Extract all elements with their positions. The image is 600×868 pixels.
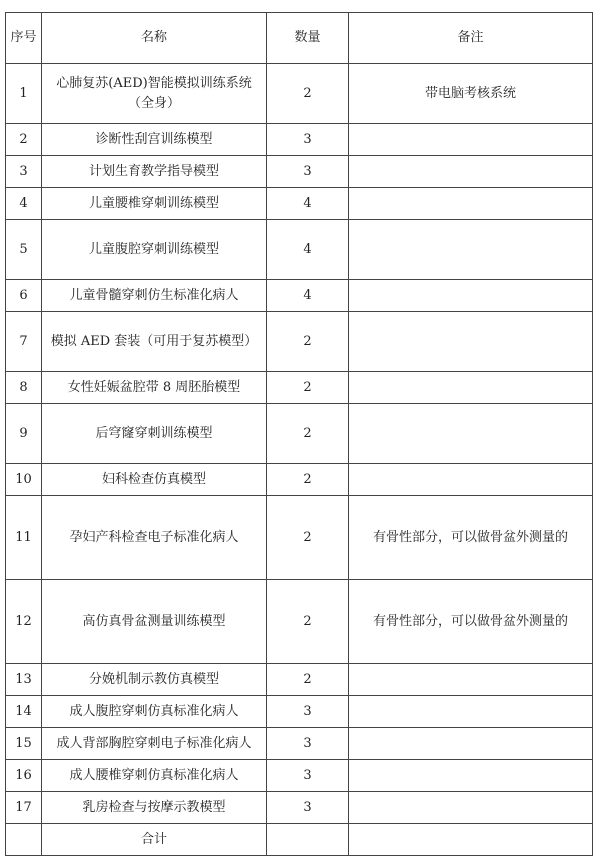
row-name: 成人腹腔穿刺仿真标准化病人 — [42, 696, 267, 728]
header-name: 名称 — [42, 13, 267, 64]
row-name: 心肺复苏(AED)智能模拟训练系统（全身） — [42, 64, 267, 124]
table-row — [6, 760, 593, 792]
row-name: 儿童骨髓穿刺仿生标准化病人 — [42, 280, 267, 312]
total-qty-cell — [267, 824, 349, 856]
row-note — [349, 728, 593, 760]
row-note — [349, 156, 593, 188]
table-row — [6, 64, 593, 124]
row-note: 带电脑考核系统 — [349, 64, 593, 124]
row-name: 诊断性刮宫训练模型 — [42, 124, 267, 156]
header-row — [6, 13, 593, 64]
row-qty: 2 — [267, 580, 349, 664]
header-seq: 序号 — [6, 13, 42, 64]
header-qty: 数量 — [267, 13, 349, 64]
equipment-table — [5, 12, 593, 856]
row-qty: 2 — [267, 312, 349, 372]
row-name: 儿童腹腔穿刺训练模型 — [42, 220, 267, 280]
row-seq: 10 — [6, 464, 42, 496]
table-row — [6, 188, 593, 220]
row-qty: 2 — [267, 496, 349, 580]
row-seq: 6 — [6, 280, 42, 312]
row-qty: 3 — [267, 156, 349, 188]
row-qty: 3 — [267, 792, 349, 824]
table-row — [6, 496, 593, 580]
row-qty: 4 — [267, 280, 349, 312]
row-note: 有骨性部分，可以做骨盆外测量的 — [349, 496, 593, 580]
row-note — [349, 124, 593, 156]
row-note — [349, 792, 593, 824]
row-seq: 9 — [6, 404, 42, 464]
row-seq: 4 — [6, 188, 42, 220]
row-note — [349, 464, 593, 496]
row-qty: 3 — [267, 760, 349, 792]
row-name: 儿童腰椎穿刺训练模型 — [42, 188, 267, 220]
total-note-cell — [349, 824, 593, 856]
row-qty: 4 — [267, 220, 349, 280]
row-seq: 13 — [6, 664, 42, 696]
row-qty: 3 — [267, 696, 349, 728]
row-name: 成人腰椎穿刺仿真标准化病人 — [42, 760, 267, 792]
row-name: 后穹窿穿刺训练模型 — [42, 404, 267, 464]
row-qty: 3 — [267, 124, 349, 156]
table-row — [6, 280, 593, 312]
row-seq: 2 — [6, 124, 42, 156]
row-seq: 8 — [6, 372, 42, 404]
table-row — [6, 312, 593, 372]
row-name: 模拟 AED 套装（可用于复苏模型） — [42, 312, 267, 372]
row-note — [349, 760, 593, 792]
total-seq-cell — [6, 824, 42, 856]
row-seq: 12 — [6, 580, 42, 664]
row-seq: 15 — [6, 728, 42, 760]
row-name: 成人背部胸腔穿刺电子标准化病人 — [42, 728, 267, 760]
row-name: 乳房检查与按摩示教模型 — [42, 792, 267, 824]
table-row — [6, 464, 593, 496]
table-row — [6, 404, 593, 464]
row-note — [349, 664, 593, 696]
table-row — [6, 220, 593, 280]
row-name: 女性妊娠盆腔带 8 周胚胎模型 — [42, 372, 267, 404]
row-seq: 16 — [6, 760, 42, 792]
row-qty: 4 — [267, 188, 349, 220]
row-seq: 17 — [6, 792, 42, 824]
row-name: 计划生育教学指导模型 — [42, 156, 267, 188]
row-name: 孕妇产科检查电子标准化病人 — [42, 496, 267, 580]
row-name: 妇科检查仿真模型 — [42, 464, 267, 496]
row-note — [349, 372, 593, 404]
row-seq: 11 — [6, 496, 42, 580]
table-row — [6, 792, 593, 824]
total-label: 合计 — [42, 824, 267, 856]
row-name: 分娩机制示教仿真模型 — [42, 664, 267, 696]
row-note — [349, 312, 593, 372]
row-seq: 3 — [6, 156, 42, 188]
row-qty: 2 — [267, 404, 349, 464]
row-note — [349, 404, 593, 464]
table-row — [6, 728, 593, 760]
table-row — [6, 580, 593, 664]
row-note: 有骨性部分，可以做骨盆外测量的 — [349, 580, 593, 664]
row-note — [349, 220, 593, 280]
row-qty: 2 — [267, 664, 349, 696]
table-row — [6, 664, 593, 696]
row-qty: 2 — [267, 372, 349, 404]
row-seq: 14 — [6, 696, 42, 728]
row-seq: 5 — [6, 220, 42, 280]
total-row — [6, 824, 593, 856]
table-row — [6, 156, 593, 188]
table-row — [6, 124, 593, 156]
row-name: 高仿真骨盆测量训练模型 — [42, 580, 267, 664]
table-row — [6, 372, 593, 404]
row-note — [349, 696, 593, 728]
row-qty: 3 — [267, 728, 349, 760]
row-seq: 7 — [6, 312, 42, 372]
header-note: 备注 — [349, 13, 593, 64]
row-qty: 2 — [267, 64, 349, 124]
table-row — [6, 696, 593, 728]
row-note — [349, 280, 593, 312]
row-seq: 1 — [6, 64, 42, 124]
row-note — [349, 188, 593, 220]
row-qty: 2 — [267, 464, 349, 496]
